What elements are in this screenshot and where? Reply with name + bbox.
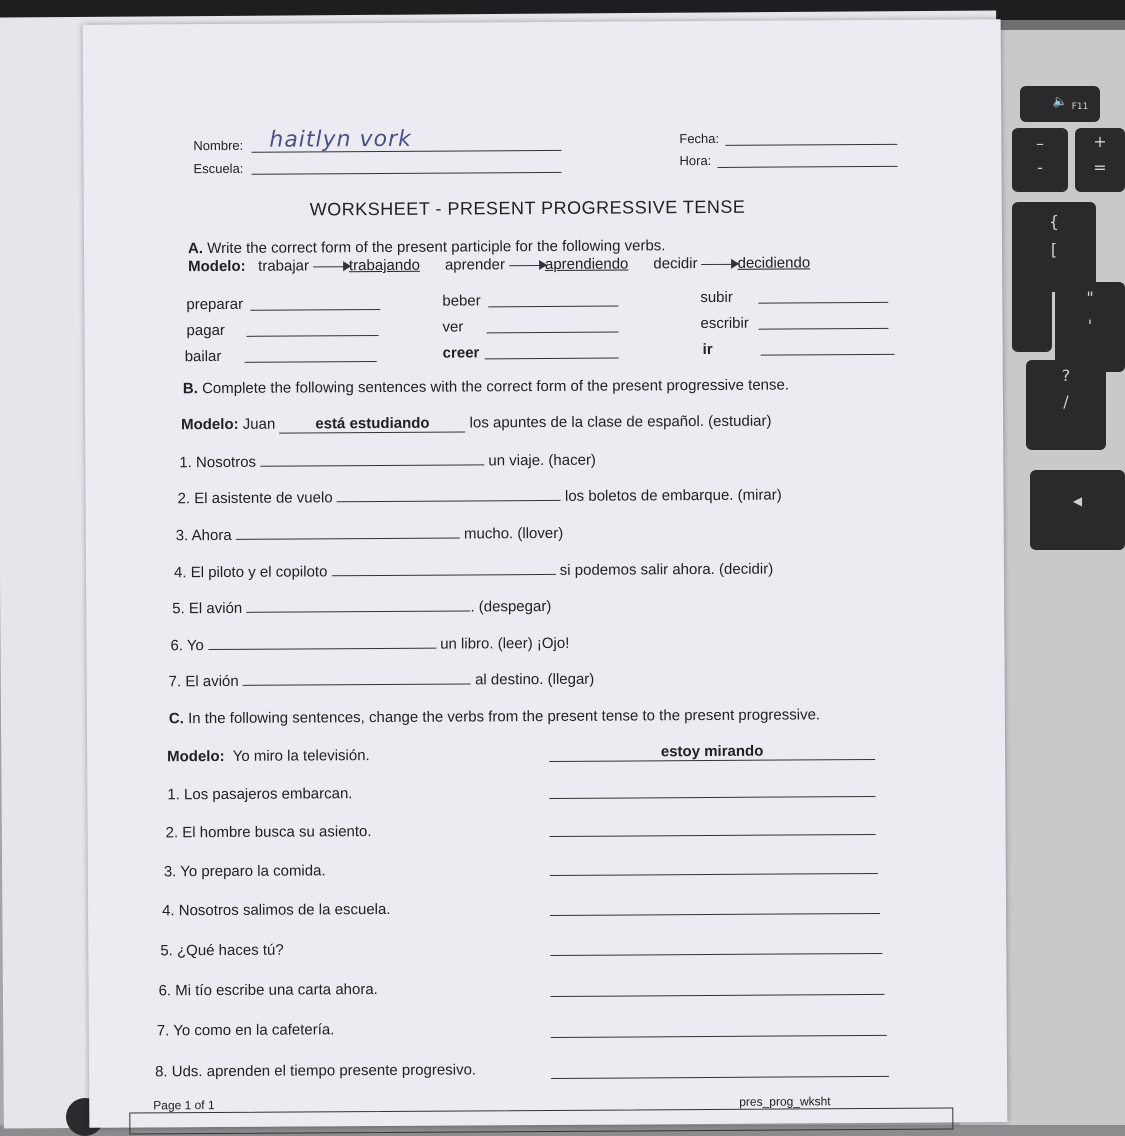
- worksheet-page: [83, 19, 1008, 1128]
- date-field[interactable]: [725, 144, 897, 146]
- verb-creer: creer: [442, 344, 480, 362]
- time-field[interactable]: [718, 166, 898, 168]
- c-answer-6[interactable]: [551, 994, 885, 997]
- c-item-6: 6. Mi tío escribe una carta ahora.: [158, 981, 378, 1000]
- c-item-2: 2. El hombre busca su asiento.: [165, 823, 372, 842]
- c-answer-8[interactable]: [551, 1076, 889, 1079]
- answer-preparar[interactable]: [250, 309, 380, 311]
- left-key-dark: [1012, 282, 1052, 352]
- answer-ver[interactable]: [487, 332, 619, 334]
- name-label: Nombre:: [193, 137, 244, 154]
- worksheet-title: WORKSHEET - PRESENT PROGRESSIVE TENSE: [309, 196, 746, 220]
- minus-key: – -: [1012, 128, 1068, 192]
- verb-beber: beber: [442, 292, 481, 310]
- school-label: Escuela:: [193, 160, 244, 177]
- answer-escribir[interactable]: [759, 328, 889, 330]
- verb-preparar: preparar: [186, 295, 244, 314]
- c-item-8: 8. Uds. aprenden el tiempo presente progresivo.: [154, 1061, 477, 1081]
- verb-bailar: bailar: [184, 347, 222, 366]
- footer-notice-box: [129, 1108, 953, 1135]
- arrow-left-icon: ◀: [1072, 494, 1083, 508]
- c-item-3: 3. Yo preparo la comida.: [163, 862, 326, 881]
- quote-key: " ': [1055, 282, 1125, 372]
- section-b-instruction: B. Complete the following sentences with the correct form of the present progressive tense.: [182, 376, 790, 398]
- footer-filename: pres_prog_wksht: [739, 1094, 831, 1109]
- plus-key: + =: [1075, 128, 1125, 192]
- section-c-instruction: C. In the following sentences, change the verbs from the present tense to the present progressive.: [168, 706, 821, 728]
- answer-subir[interactable]: [758, 302, 888, 304]
- answer-ir[interactable]: [761, 354, 895, 356]
- date-label: Fecha:: [679, 130, 720, 147]
- arrow-left-key: [1030, 470, 1125, 550]
- answer-bailar[interactable]: [245, 361, 377, 363]
- f11-key: [1020, 86, 1100, 122]
- name-value: haitlyn vork: [269, 126, 412, 153]
- c-answer-4[interactable]: [550, 913, 880, 916]
- c-answer-3[interactable]: [550, 873, 878, 876]
- answer-beber[interactable]: [488, 306, 618, 308]
- c-item-4: 4. Nosotros salimos de la escuela.: [162, 900, 391, 920]
- b-item-1: 1. Nosotros un viaje. (hacer): [179, 451, 596, 472]
- verb-ver: ver: [442, 318, 464, 336]
- bracket-key: { [: [1012, 202, 1096, 292]
- question-key: ? /: [1026, 360, 1106, 450]
- b-item-5: 5. El avión . (despegar): [172, 597, 552, 618]
- footer-page-number: Page 1 of 1: [153, 1098, 215, 1113]
- speaker-icon: 🔈: [1052, 94, 1068, 108]
- b-item-6: 6. Yo un libro. (leer) ¡Ojo!: [170, 634, 570, 655]
- b-item-7: 7. El avión al destino. (llegar): [168, 670, 595, 691]
- section-a-model: Modelo: trabajar trabajando aprender aprendiendo decidir decidiendo: [188, 254, 811, 276]
- c-item-5: 5. ¿Qué haces tú?: [160, 941, 284, 960]
- b-item-3: 3. Ahora mucho. (llover): [175, 524, 564, 545]
- c-answer-7[interactable]: [551, 1035, 887, 1038]
- section-a-instruction: A. Write the correct form of the present participle for the following verbs.: [187, 237, 666, 258]
- answer-pagar[interactable]: [247, 335, 379, 337]
- verb-ir: ir: [702, 340, 713, 359]
- c-model-sentence: Modelo: Yo miro la televisión.: [167, 747, 370, 766]
- time-label: Hora:: [679, 152, 712, 169]
- verb-escribir: escribir: [700, 314, 749, 333]
- school-field[interactable]: [252, 172, 562, 175]
- c-item-1: 1. Los pasajeros embarcan.: [167, 785, 353, 804]
- b-item-2: 2. El asistente de vuelo los boletos de embarque. (mirar): [177, 486, 782, 508]
- c-answer-1[interactable]: [549, 796, 875, 799]
- c-item-7: 7. Yo como en la cafetería.: [156, 1021, 335, 1040]
- f11-label: F11: [1071, 102, 1089, 112]
- section-b-model: Modelo: Juan está estudiando los apuntes de la clase de español. (estudiar): [181, 412, 772, 434]
- answer-creer[interactable]: [485, 358, 619, 360]
- verb-subir: subir: [700, 288, 733, 307]
- c-answer-2[interactable]: [550, 834, 876, 837]
- verb-pagar: pagar: [186, 321, 225, 340]
- c-answer-5[interactable]: [550, 953, 882, 956]
- c-model-answer: estoy mirando: [549, 742, 875, 762]
- b-item-4: 4. El piloto y el copiloto si podemos salir ahora. (decidir): [173, 560, 774, 582]
